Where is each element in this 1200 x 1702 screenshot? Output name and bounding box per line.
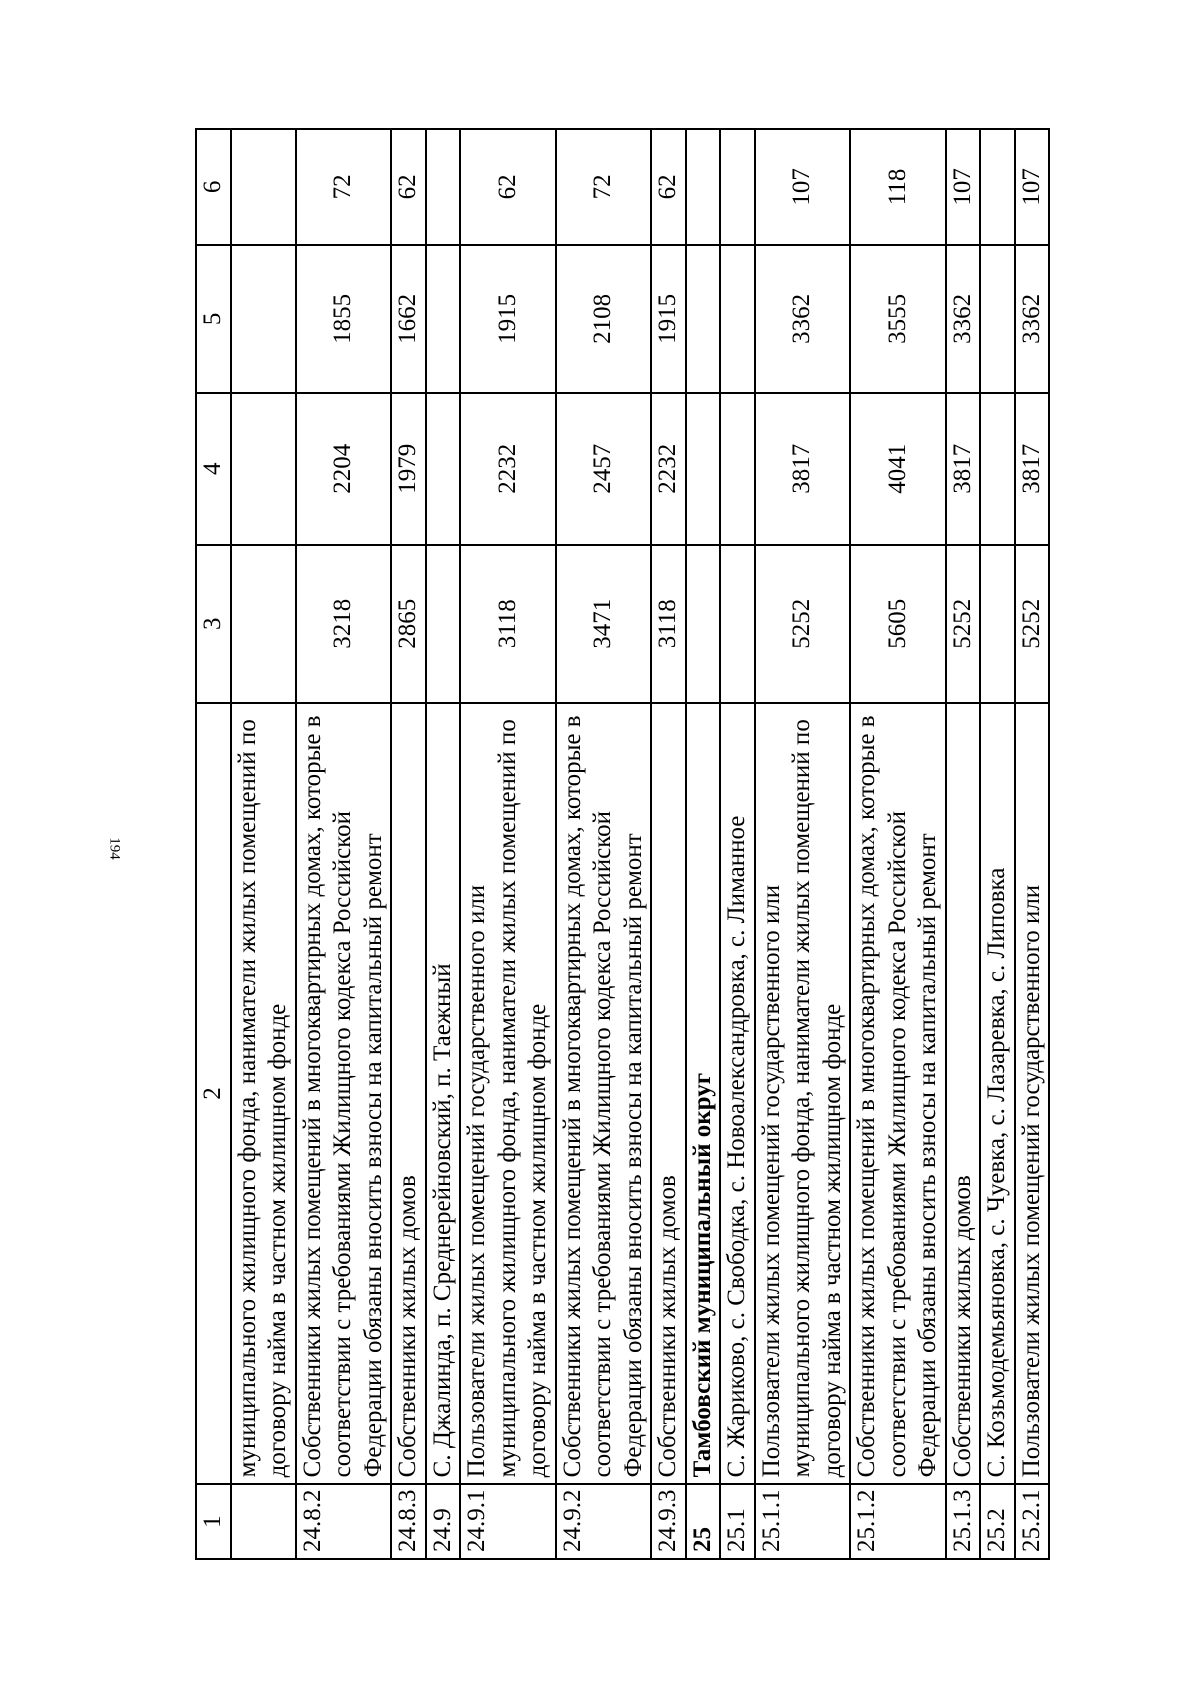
table-row — [296, 129, 392, 1559]
table-row — [755, 129, 851, 1559]
row-value-col-4: 3817 — [755, 393, 851, 545]
row-name-cell: С. Жариково, с. Свободка, с. Новоалександровка, с. Лиманное — [720, 703, 755, 1485]
table-row — [391, 129, 426, 1559]
row-code-cell: 24.9 — [426, 1484, 461, 1559]
header-col-5: 5 — [196, 245, 231, 393]
table-row — [556, 129, 652, 1559]
row-value-col-6 — [686, 129, 721, 245]
row-value-col-6: 62 — [391, 129, 426, 245]
row-value-col-3 — [980, 545, 1015, 703]
row-name-cell: Тамбовский муниципальный округ — [686, 703, 721, 1485]
row-name-cell: Пользователи жилых помещений государственного или — [1015, 703, 1050, 1485]
row-value-col-3 — [426, 545, 461, 703]
rotated-table-container — [195, 128, 1125, 1560]
table-row — [850, 129, 946, 1559]
row-value-col-5: 1662 — [391, 245, 426, 393]
row-name-cell: Собственники жилых домов — [946, 703, 981, 1485]
row-name-cell: Собственники жилых помещений в многоквартирных домах, которые в соответствии с требованиями Жилищного кодекса Российской Федерации обязаны вносить взносы на капитальный ремонт — [850, 703, 946, 1485]
table-header-row — [196, 129, 231, 1559]
row-name-cell: Собственники жилых домов — [391, 703, 426, 1485]
row-code-cell: 25.1.3 — [946, 1484, 981, 1559]
table-row — [686, 129, 721, 1559]
row-code-cell: 24.8.3 — [391, 1484, 426, 1559]
row-name-cell: Собственники жилых помещений в многоквартирных домах, которые в соответствии с требованиями Жилищного кодекса Российской Федерации обязаны вносить взносы на капитальный ремонт — [556, 703, 652, 1485]
row-value-col-5: 1915 — [460, 245, 556, 393]
header-col-6: 6 — [196, 129, 231, 245]
row-value-col-6: 72 — [296, 129, 392, 245]
page-number: 194 — [106, 837, 123, 860]
row-value-col-4: 3817 — [946, 393, 981, 545]
row-code-cell — [231, 1484, 296, 1559]
table-body — [231, 129, 1050, 1559]
row-value-col-3: 3118 — [460, 545, 556, 703]
row-value-col-3: 3118 — [651, 545, 686, 703]
row-code-cell: 24.8.2 — [296, 1484, 392, 1559]
tariff-table — [195, 128, 1050, 1560]
header-col-1: 1 — [196, 1484, 231, 1559]
row-value-col-3: 5252 — [1015, 545, 1050, 703]
table-row — [231, 129, 296, 1559]
row-value-col-6: 62 — [651, 129, 686, 245]
row-value-col-4: 3817 — [1015, 393, 1050, 545]
row-value-col-5: 3362 — [755, 245, 851, 393]
row-code-cell: 25.2.1 — [1015, 1484, 1050, 1559]
row-value-col-6: 107 — [755, 129, 851, 245]
row-value-col-6: 72 — [556, 129, 652, 245]
table-row — [980, 129, 1015, 1559]
row-value-col-6: 107 — [1015, 129, 1050, 245]
row-name-cell: Собственники жилых помещений в многоквартирных домах, которые в соответствии с требованиями Жилищного кодекса Российской Федерации обязаны вносить взносы на капитальный ремонт — [296, 703, 392, 1485]
header-col-2: 2 — [196, 703, 231, 1485]
row-code-cell: 25.1.2 — [850, 1484, 946, 1559]
row-value-col-3: 2865 — [391, 545, 426, 703]
row-code-cell: 25.1 — [720, 1484, 755, 1559]
row-value-col-6 — [980, 129, 1015, 245]
row-value-col-4: 2232 — [651, 393, 686, 545]
row-name-cell: Пользователи жилых помещений государственного или муниципального жилищного фонда, наниматели жилых помещений по договору найма в частном жилищном фонде — [460, 703, 556, 1485]
row-value-col-5 — [720, 245, 755, 393]
row-value-col-4: 4041 — [850, 393, 946, 545]
row-value-col-5: 3362 — [1015, 245, 1050, 393]
row-name-cell: муниципального жилищного фонда, наниматели жилых помещений по договору найма в частном жилищном фонде — [231, 703, 296, 1485]
row-value-col-4 — [720, 393, 755, 545]
row-value-col-4: 2204 — [296, 393, 392, 545]
row-code-cell: 24.9.3 — [651, 1484, 686, 1559]
table-row — [426, 129, 461, 1559]
row-value-col-6 — [231, 129, 296, 245]
row-value-col-6: 107 — [946, 129, 981, 245]
row-value-col-6: 118 — [850, 129, 946, 245]
row-value-col-3: 5252 — [755, 545, 851, 703]
row-value-col-4: 1979 — [391, 393, 426, 545]
row-value-col-4 — [426, 393, 461, 545]
row-name-cell: Собственники жилых домов — [651, 703, 686, 1485]
row-value-col-4: 2457 — [556, 393, 652, 545]
row-value-col-5 — [231, 245, 296, 393]
table-row — [946, 129, 981, 1559]
table-row — [1015, 129, 1050, 1559]
row-value-col-3: 5605 — [850, 545, 946, 703]
row-value-col-3 — [231, 545, 296, 703]
header-col-4: 4 — [196, 393, 231, 545]
row-value-col-3: 3218 — [296, 545, 392, 703]
row-value-col-3 — [686, 545, 721, 703]
row-value-col-4 — [231, 393, 296, 545]
row-value-col-6 — [720, 129, 755, 245]
row-value-col-5 — [980, 245, 1015, 393]
row-value-col-4 — [686, 393, 721, 545]
row-value-col-6 — [426, 129, 461, 245]
row-name-cell: Пользователи жилых помещений государственного или муниципального жилищного фонда, наниматели жилых помещений по договору найма в частном жилищном фонде — [755, 703, 851, 1485]
row-value-col-5: 1855 — [296, 245, 392, 393]
header-col-3: 3 — [196, 545, 231, 703]
row-value-col-5 — [426, 245, 461, 393]
row-code-cell: 25.1.1 — [755, 1484, 851, 1559]
row-value-col-5: 2108 — [556, 245, 652, 393]
row-code-cell: 24.9.2 — [556, 1484, 652, 1559]
row-name-cell: С. Джалинда, п. Среднерейновский, п. Таежный — [426, 703, 461, 1485]
row-value-col-5: 1915 — [651, 245, 686, 393]
row-value-col-5: 3362 — [946, 245, 981, 393]
row-value-col-3: 3471 — [556, 545, 652, 703]
row-value-col-5: 3555 — [850, 245, 946, 393]
row-value-col-6: 62 — [460, 129, 556, 245]
table-row — [651, 129, 686, 1559]
row-code-cell: 25 — [686, 1484, 721, 1559]
row-value-col-5 — [686, 245, 721, 393]
row-name-cell: С. Козьмодемьяновка, с. Чуевка, с. Лазаревка, с. Липовка — [980, 703, 1015, 1485]
row-value-col-4: 2232 — [460, 393, 556, 545]
row-code-cell: 25.2 — [980, 1484, 1015, 1559]
row-value-col-4 — [980, 393, 1015, 545]
row-value-col-3 — [720, 545, 755, 703]
row-code-cell: 24.9.1 — [460, 1484, 556, 1559]
table-row — [720, 129, 755, 1559]
row-value-col-3: 5252 — [946, 545, 981, 703]
table-row — [460, 129, 556, 1559]
